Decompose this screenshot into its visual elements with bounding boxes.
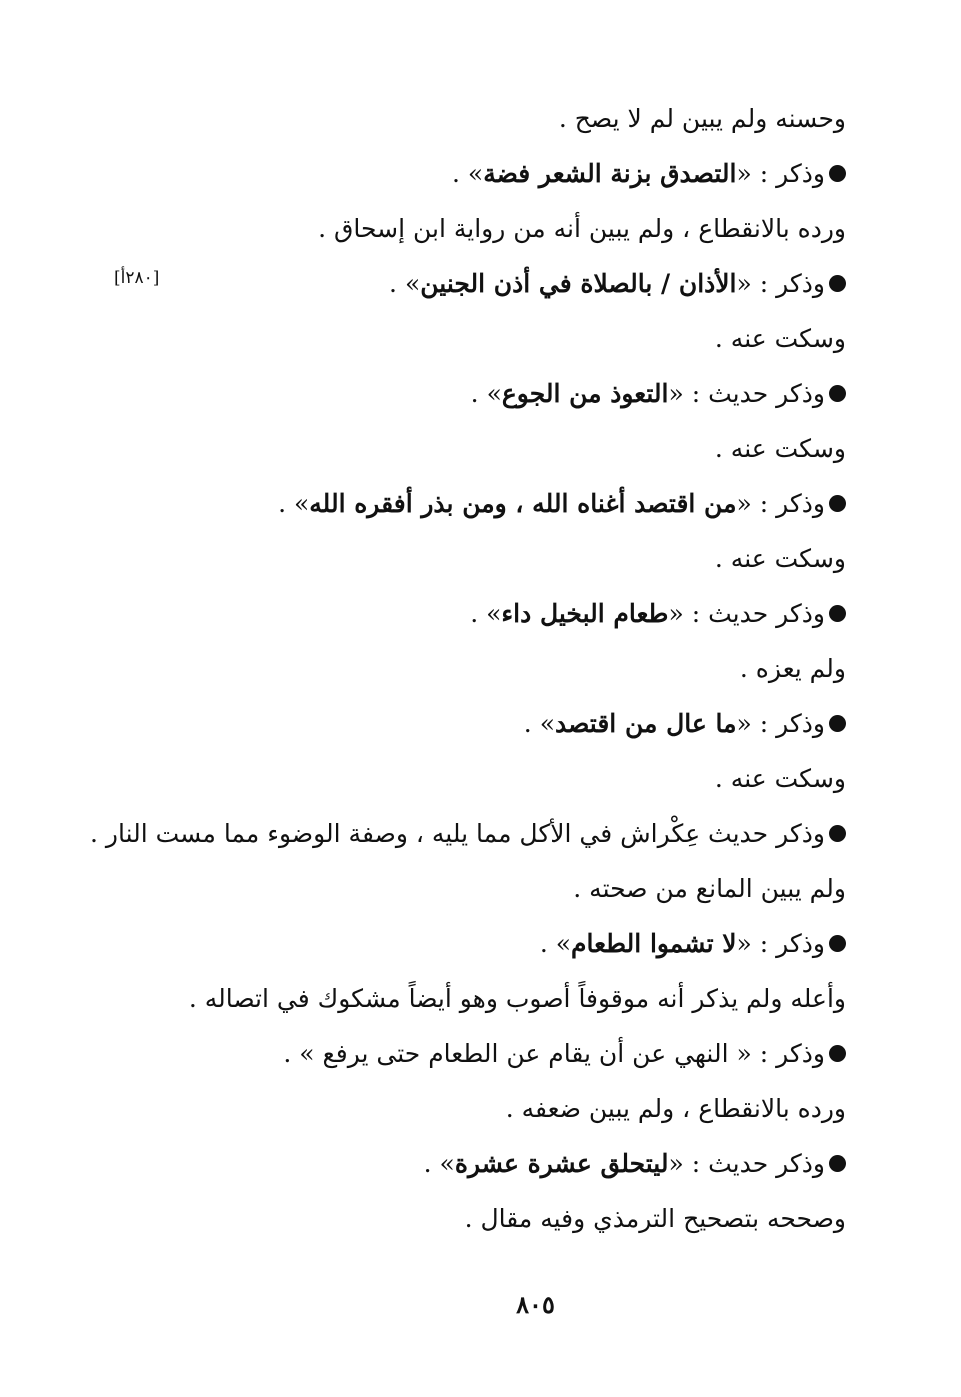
text-line: وسكت عنه . bbox=[714, 434, 846, 463]
bullet-icon bbox=[829, 1155, 846, 1172]
bullet-icon bbox=[829, 495, 846, 512]
bullet-icon bbox=[829, 935, 846, 952]
bullet-icon bbox=[829, 715, 846, 732]
text-line: ورده بالانقطاع ، ولم يبين ضعفه . bbox=[505, 1094, 846, 1123]
text-line: وذكر حديث : «طعام البخيل داء» . bbox=[106, 591, 846, 646]
text-line: وذكر حديث : «ليتحلق عشرة عشرة» . bbox=[106, 1141, 846, 1196]
text-line: وحسنه ولم يبين لم لا يصح . bbox=[558, 104, 846, 133]
text-line: وذكر : « النهي عن أن يقام عن الطعام حتى يرفع » . bbox=[106, 1031, 846, 1086]
margin-manuscript-reference: [٢٨٠أ] bbox=[114, 268, 160, 288]
text-line: ولم يبين المانع من صحته . bbox=[573, 874, 846, 903]
text-line: وذكر حديث : «التعوذ من الجوع» . bbox=[106, 371, 846, 426]
page-number: ٨٠٥ bbox=[516, 1290, 555, 1319]
text-line: وذكر : «الأذان / بالصلاة في أذن الجنين» . bbox=[106, 261, 846, 316]
bullet-icon bbox=[829, 825, 846, 842]
text-line: وذكر حديث عِكْراش في الأكل مما يليه ، وصفة الوضوء مما مست النار . bbox=[106, 811, 846, 866]
main-text bbox=[90, 96, 846, 1251]
text-line: ورده بالانقطاع ، ولم يبين أنه من رواية ابن إسحاق . bbox=[318, 214, 846, 243]
text-line: وأعله ولم يذكر أنه موقوفاً أصوب وهو أيضاً مشكوك في اتصاله . bbox=[188, 984, 846, 1013]
text-line: ولم يعزه . bbox=[739, 654, 846, 683]
bullet-icon bbox=[829, 1045, 846, 1062]
text-line: وسكت عنه . bbox=[714, 324, 846, 353]
text-line: وذكر : «التصدق بزنة الشعر فضة» . bbox=[106, 151, 846, 206]
text-line: وذكر : «من اقتصد أغناه الله ، ومن بذر أفقره الله» . bbox=[106, 481, 846, 536]
text-line: وسكت عنه . bbox=[714, 764, 846, 793]
bullet-icon bbox=[829, 605, 846, 622]
bullet-icon bbox=[829, 385, 846, 402]
text-line: وذكر : «ما عال من اقتصد» . bbox=[106, 701, 846, 756]
text-line: وسكت عنه . bbox=[714, 544, 846, 573]
bullet-icon bbox=[829, 275, 846, 292]
text-line: وذكر : «لا تشموا الطعام» . bbox=[106, 921, 846, 976]
text-line: وصححه بتصحيح الترمذي وفيه مقال . bbox=[464, 1204, 846, 1233]
bullet-icon bbox=[829, 165, 846, 182]
